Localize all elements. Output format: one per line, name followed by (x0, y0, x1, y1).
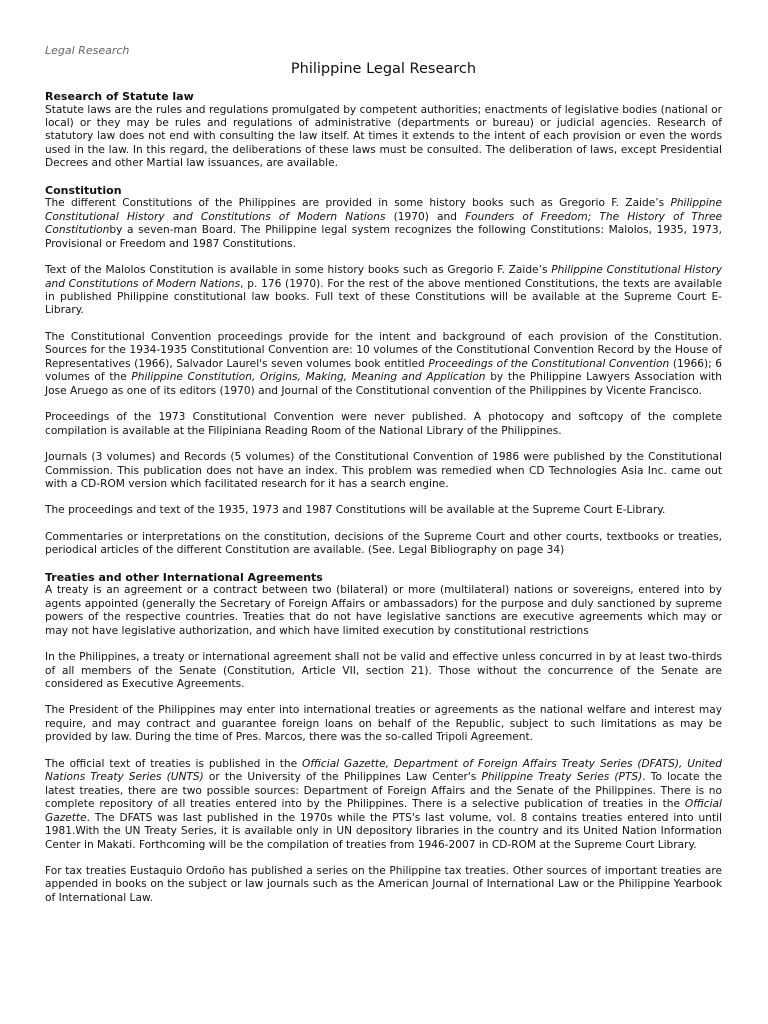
italic-title: Official Gazette, Department of Foreign Affairs Treaty Series (DFATS), United Nations Treaty Series (UNTS) (45, 757, 722, 784)
paragraph (45, 704, 722, 744)
text-run: Statute laws are the rules and regulations promulgated by competent authorities; enactments of legislative bodies (national or local) or they may be rules and regulations of administrative (departments or bureau) or judicial agencies. Research of statutory law does not end with consulting the law itself. At times it extends to the intent of each provision or even the words used in the law. In this regard, the deliberations of these laws must be consulted. The deliberation of laws, except Presidential Decrees and other Martial law issuances, are available. (45, 103, 722, 170)
section-heading: Treaties and other International Agreements (45, 570, 323, 584)
text-run: . To locate the latest treaties, there are two possible sources: Department of Foreign Affairs and the Senate of the Philippines. There is no complete repository of all treaties entered into by the Philippines. There is a selective publication of treaties in the (45, 771, 722, 811)
text-run: by a seven-man Board. The Philippine legal system recognizes the following Constitutions: Malolos, 1935, 1973, Provisional or Freedom and 1987 Constitutions. (45, 224, 722, 250)
text-run: Commentaries or interpretations on the constitution, decisions of the Supreme Court and other courts, textbooks or treaties, periodical articles of the different Constitution are available. (See. Legal Bibliography on page 34) (45, 530, 722, 557)
paragraph (45, 758, 722, 852)
paragraph (45, 651, 722, 691)
italic-title: Philippine Constitutional History and Constitutions of Modern Nations (45, 197, 722, 223)
page-title: Philippine Legal Research (290, 61, 477, 77)
text-run: . The DFATS was last published in the 1970s while the PTS's last volume, vol. 8 contains treaties entered into until 1981.With the UN Treaty Series, it is available only in UN depository libraries in the country and its United Nation Information Center in Makati. Forthcoming will be the compilation of treaties from 1946-2007 in CD-ROM at the Supreme Court Library. (45, 811, 722, 851)
italic-title: Founders of Freedom; The History of Three Constitution (45, 210, 723, 237)
section-heading: Constitution (45, 183, 122, 197)
text-run: The official text of treaties is published in the (45, 757, 302, 770)
text-run: A treaty is an agreement or a contract between two (bilateral) or more (multilateral) nations or sovereigns, entered into by agents appointed (generally the Secretary of Foreign Affairs or ambassadors) for the purpose and duly sanctioned by supreme powers of the respective countries. Treaties that do not have legislative sanctions are executive agreements which may or may not have legislative authorization, and which have limited execution by constitutional restrictions (45, 584, 722, 637)
text-run: , p. 176 (1970). For the rest of the above mentioned Constitutions, the texts are available in published Philippine constitutional law books. Full text of these Constitutions will be available at the Supreme Court E-Library. (45, 277, 722, 317)
text-run: Journals (3 volumes) and Records (5 volumes) of the Constitutional Convention of 1986 were published by the Constitutional Commission. This publication does not have an index. This problem was remedied when CD Technologies Asia Inc. came out with a CD-ROM version which facilitated research for it has a search engine. (45, 451, 722, 490)
italic-title: Philippine Constitutional History and Constitutions of Modern Nations (45, 264, 722, 290)
italic-title: Philippine Constitution, Origins, Making, Meaning and Application (131, 371, 486, 384)
paragraph (45, 411, 722, 438)
text-run: The different Constitutions of the Philippines are provided in some history books such as Gregorio F. Zaide’s (45, 197, 671, 210)
text-run: Text of the Malolos Constitution is available in some history books such as Gregorio F. Zaide’s (45, 264, 552, 277)
section-heading: Research of Statute law (45, 90, 194, 103)
paragraph (45, 865, 722, 905)
section-statute-law (45, 90, 722, 171)
italic-title: Philippine Treaty Series (PTS) (481, 771, 643, 784)
text-run: The Constitutional Convention proceedings provide for the intent and background of each provision of the Constitution. Sources for the 1934-1935 Constitutional Convention are: 10 volumes of the Constitutional Convention Record by the House of Representatives (1966), Salvador Laurel's seven volumes book entitled (45, 330, 722, 370)
paragraph (45, 584, 722, 638)
paragraph (45, 451, 722, 491)
text-run: Proceedings of the 1973 Constitutional Convention were never published. A photocopy and softcopy of the complete compilation is available at the Filipiniana Reading Room of the National Library of the Philippines. (45, 411, 722, 437)
text-run: The President of the Philippines may enter into international treaties or agreements as the national welfare and interest may require, and may contract and guarantee foreign loans on behalf of the Republic, subject to such limitations as may be provided by law. During the time of Pres. Marcos, there was the so-called Tripoli Agreement. (45, 704, 722, 744)
paragraph (45, 504, 722, 517)
document-page (45, 44, 722, 918)
text-run: In the Philippines, a treaty or international agreement shall not be valid and effective unless concurred in by at least two-thirds of all members of the Senate (Constitution, Article VII, section 21). Those without the concurrence of the Senate are considered as Executive Agreements. (45, 651, 722, 690)
paragraph (45, 197, 722, 251)
paragraph (45, 104, 722, 171)
text-run: (1970) and (385, 210, 466, 223)
text-run: or the University of the Philippines Law Center's (203, 771, 482, 784)
italic-title: Proceedings of the Constitutional Convention (428, 357, 670, 370)
paragraph (45, 331, 722, 398)
text-run: For tax treaties Eustaquio Ordoño has published a series on the Philippine tax treaties. Other sources of important treaties are appended in books on the subject or law journals such as the American Journal of International Law or the Philippine Yearbook of International Law. (45, 864, 722, 904)
running-header: Legal Research (45, 44, 130, 57)
italic-title: Official Gazette (45, 798, 722, 824)
text-run: by the Philippine Lawyers Association with Jose Aruego as one of its editors (1970) and Journal of the Constitutional convention of the Philippines by Vicente Francisco. (45, 371, 723, 397)
text-run: (1966); 6 volumes of the (45, 357, 723, 384)
section-treaties (45, 571, 722, 906)
section-constitution (45, 184, 722, 558)
paragraph (45, 264, 722, 318)
paragraph (45, 531, 722, 558)
text-run: The proceedings and text of the 1935, 1973 and 1987 Constitutions will be available at the Supreme Court E-Library. (45, 504, 666, 517)
